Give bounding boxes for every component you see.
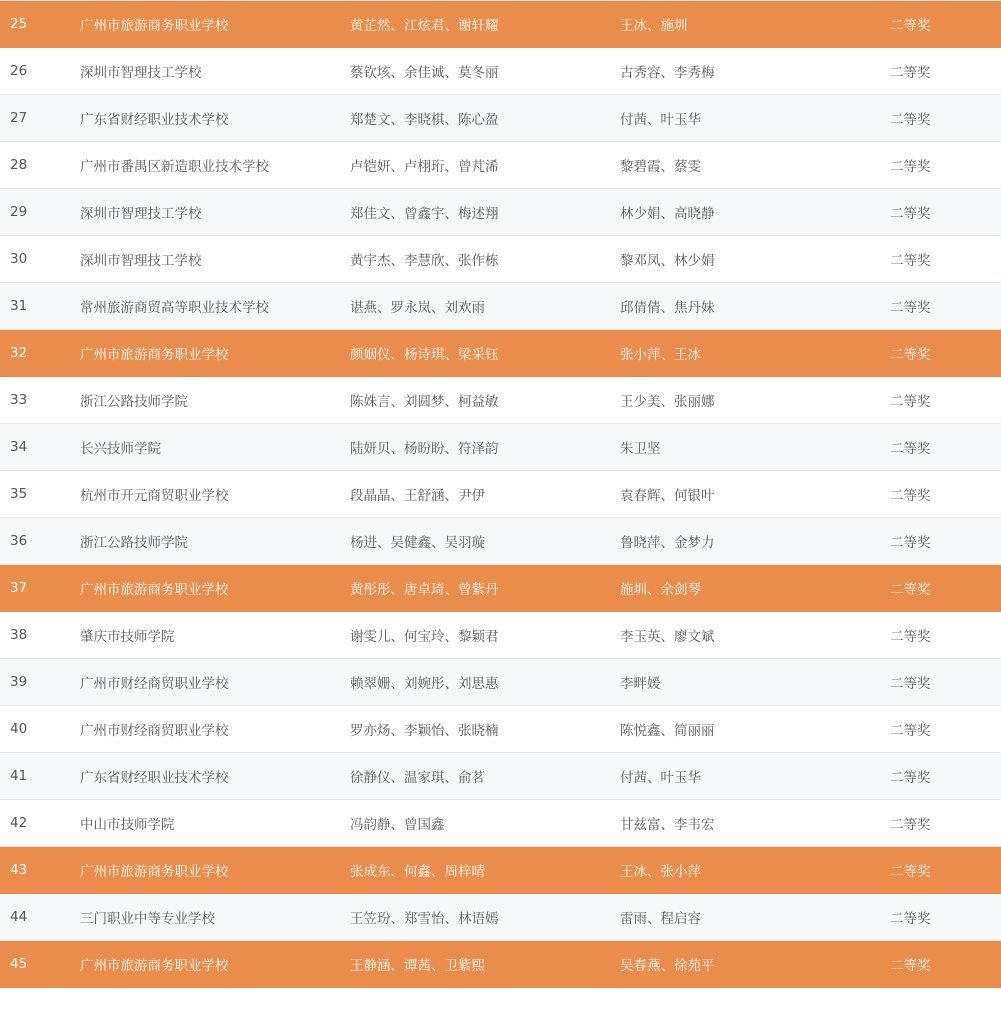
students-cell: 徐静仪、温家琪、俞茗 — [350, 770, 485, 786]
table-row — [0, 753, 1001, 800]
table-row — [0, 941, 1001, 988]
award-cell: 二等奖 — [890, 206, 931, 222]
teachers-cell: 李玉英、廖文斌 — [620, 629, 715, 645]
teachers-cell: 张小萍、王冰 — [620, 347, 701, 363]
table-row — [0, 847, 1001, 894]
award-cell: 二等奖 — [890, 253, 931, 269]
school-cell: 常州旅游商贸高等职业技术学校 — [80, 300, 269, 316]
rank-cell: 29 — [10, 204, 28, 220]
students-cell: 杨进、吴健鑫、吴羽璇 — [350, 535, 485, 551]
teachers-cell: 陈悦鑫、简丽丽 — [620, 723, 715, 739]
teachers-cell: 吴春燕、徐苑平 — [620, 958, 715, 974]
school-cell: 长兴技师学院 — [80, 441, 161, 457]
table-row — [0, 1, 1001, 48]
table-row — [0, 800, 1001, 847]
award-cell: 二等奖 — [890, 394, 931, 410]
teachers-cell: 朱卫坚 — [620, 441, 661, 457]
table-row — [0, 142, 1001, 189]
students-cell: 卢铠妍、卢栩珩、曾芃浠 — [350, 159, 499, 175]
table-row — [0, 424, 1001, 471]
table-row — [0, 659, 1001, 706]
students-cell: 郑楚文、李晓棋、陈心盈 — [350, 112, 499, 128]
award-cell: 二等奖 — [890, 347, 931, 363]
school-cell: 深圳市智理技工学校 — [80, 206, 202, 222]
award-cell: 二等奖 — [890, 65, 931, 81]
table-row — [0, 894, 1001, 941]
teachers-cell: 李畔媛 — [620, 676, 661, 692]
school-cell: 深圳市智理技工学校 — [80, 253, 202, 269]
award-cell: 二等奖 — [890, 582, 931, 598]
rank-cell: 32 — [10, 345, 28, 361]
award-cell: 二等奖 — [890, 159, 931, 175]
table-row — [0, 706, 1001, 753]
table-row — [0, 377, 1001, 424]
rank-cell: 44 — [10, 909, 28, 925]
school-cell: 广州市旅游商务职业学校 — [80, 582, 229, 598]
students-cell: 黄彤彤、唐卓琦、曾紫丹 — [350, 582, 499, 598]
school-cell: 广州市旅游商务职业学校 — [80, 18, 229, 34]
table-row — [0, 95, 1001, 142]
rank-cell: 45 — [10, 956, 28, 972]
rank-cell: 41 — [10, 768, 28, 784]
award-cell: 二等奖 — [890, 817, 931, 833]
rank-cell: 36 — [10, 533, 28, 549]
table-row — [0, 236, 1001, 283]
rank-cell: 38 — [10, 627, 28, 643]
table-row — [0, 48, 1001, 95]
teachers-cell: 雷雨、程启容 — [620, 911, 701, 927]
teachers-cell: 王少美、张丽娜 — [620, 394, 715, 410]
rank-cell: 31 — [10, 298, 28, 314]
school-cell: 浙江公路技师学院 — [80, 535, 188, 551]
students-cell: 颜姻仪、杨诗琪、梁采钰 — [350, 347, 499, 363]
students-cell: 蔡钦垓、余佳诚、莫冬丽 — [350, 65, 499, 81]
table-row — [0, 471, 1001, 518]
table-row — [0, 330, 1001, 377]
rank-cell: 28 — [10, 157, 28, 173]
rank-cell: 30 — [10, 251, 28, 267]
award-cell: 二等奖 — [890, 18, 931, 34]
rank-cell: 39 — [10, 674, 28, 690]
award-cell: 二等奖 — [890, 723, 931, 739]
teachers-cell: 付茜、叶玉华 — [620, 112, 701, 128]
students-cell: 罗亦炀、李颖怡、张晓楠 — [350, 723, 499, 739]
table-row — [0, 612, 1001, 659]
teachers-cell: 王冰、施圳 — [620, 18, 688, 34]
award-cell: 二等奖 — [890, 441, 931, 457]
rank-cell: 34 — [10, 439, 28, 455]
teachers-cell: 施圳、余剑琴 — [620, 582, 701, 598]
rank-cell: 33 — [10, 392, 28, 408]
rank-cell: 42 — [10, 815, 28, 831]
rank-cell: 26 — [10, 63, 28, 79]
award-cell: 二等奖 — [890, 535, 931, 551]
students-cell: 陆妍贝、杨盼盼、符泽韵 — [350, 441, 499, 457]
table-row — [0, 189, 1001, 236]
school-cell: 肇庆市技师学院 — [80, 629, 175, 645]
award-cell: 二等奖 — [890, 958, 931, 974]
students-cell: 段晶晶、王舒涵、尹伊 — [350, 488, 485, 504]
school-cell: 广东省财经职业技术学校 — [80, 112, 229, 128]
students-cell: 谌燕、罗永岚、刘欢雨 — [350, 300, 485, 316]
students-cell: 谢雯儿、何宝玲、黎颖君 — [350, 629, 499, 645]
school-cell: 广州市旅游商务职业学校 — [80, 864, 229, 880]
school-cell: 浙江公路技师学院 — [80, 394, 188, 410]
students-cell: 陈姝言、刘圆梦、柯益敏 — [350, 394, 499, 410]
teachers-cell: 袁春辉、何银叶 — [620, 488, 715, 504]
teachers-cell: 鲁晓萍、金梦力 — [620, 535, 715, 551]
teachers-cell: 林少娟、高晓静 — [620, 206, 715, 222]
table-row — [0, 565, 1001, 612]
school-cell: 广州市财经商贸职业学校 — [80, 676, 229, 692]
table-row — [0, 518, 1001, 565]
students-cell: 王笠玢、郑雪怡、林语嫣 — [350, 911, 499, 927]
teachers-cell: 甘兹富、李韦宏 — [620, 817, 715, 833]
students-cell: 黄宇杰、李慧欣、张作栋 — [350, 253, 499, 269]
table-row — [0, 283, 1001, 330]
teachers-cell: 王冰、张小萍 — [620, 864, 701, 880]
teachers-cell: 黎邓凤、林少娟 — [620, 253, 715, 269]
rank-cell: 37 — [10, 580, 28, 596]
school-cell: 杭州市开元商贸职业学校 — [80, 488, 229, 504]
award-cell: 二等奖 — [890, 864, 931, 880]
rank-cell: 43 — [10, 862, 28, 878]
rank-cell: 27 — [10, 110, 28, 126]
teachers-cell: 邱倩倩、焦丹妹 — [620, 300, 715, 316]
award-cell: 二等奖 — [890, 676, 931, 692]
students-cell: 王静涵、谭茜、卫紫熙 — [350, 958, 485, 974]
school-cell: 广州市旅游商务职业学校 — [80, 958, 229, 974]
school-cell: 深圳市智理技工学校 — [80, 65, 202, 81]
school-cell: 广州市旅游商务职业学校 — [80, 347, 229, 363]
students-cell: 冯韵静、曾国鑫 — [350, 817, 445, 833]
award-cell: 二等奖 — [890, 300, 931, 316]
students-cell: 赖翠姗、刘婉彤、刘思惠 — [350, 676, 499, 692]
award-cell: 二等奖 — [890, 770, 931, 786]
rank-cell: 35 — [10, 486, 28, 502]
school-cell: 三门职业中等专业学校 — [80, 911, 215, 927]
students-cell: 张成东、何鑫、周梓晴 — [350, 864, 485, 880]
teachers-cell: 付茜、叶玉华 — [620, 770, 701, 786]
award-cell: 二等奖 — [890, 488, 931, 504]
award-cell: 二等奖 — [890, 629, 931, 645]
award-cell: 二等奖 — [890, 911, 931, 927]
table-body — [0, 1, 1001, 988]
teachers-cell: 古秀容、李秀梅 — [620, 65, 715, 81]
school-cell: 广州市财经商贸职业学校 — [80, 723, 229, 739]
students-cell: 黄芷然、江炫君、谢轩耀 — [350, 18, 499, 34]
award-cell: 二等奖 — [890, 112, 931, 128]
students-cell: 郑佳文、曾鑫宇、梅述翔 — [350, 206, 499, 222]
school-cell: 广州市番禺区新造职业技术学校 — [80, 159, 269, 175]
school-cell: 中山市技师学院 — [80, 817, 175, 833]
school-cell: 广东省财经职业技术学校 — [80, 770, 229, 786]
teachers-cell: 黎碧霞、蔡雯 — [620, 159, 701, 175]
rank-cell: 40 — [10, 721, 28, 737]
rank-cell: 25 — [10, 16, 28, 32]
